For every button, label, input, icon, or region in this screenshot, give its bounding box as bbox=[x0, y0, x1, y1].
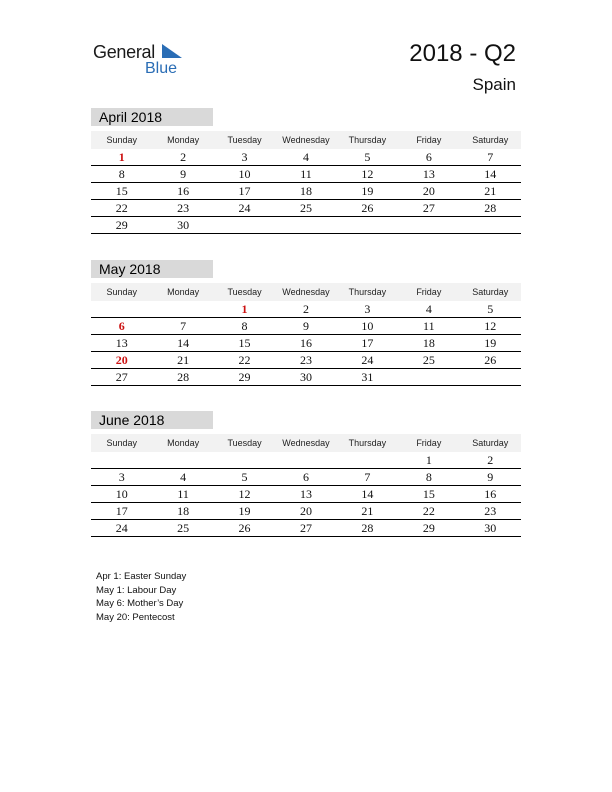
day-cell: 28 bbox=[177, 370, 190, 384]
day-cell: 4 bbox=[180, 470, 187, 484]
week-row bbox=[91, 149, 521, 166]
weekday-label: Friday bbox=[416, 438, 442, 448]
day-cell-holiday: 20 bbox=[115, 353, 128, 367]
day-cell: 22 bbox=[422, 504, 435, 518]
day-cell: 20 bbox=[422, 184, 435, 198]
holiday-notes bbox=[96, 570, 186, 624]
day-cell bbox=[337, 217, 398, 233]
weekday-label: Saturday bbox=[472, 438, 509, 448]
weekday-label: Tuesday bbox=[227, 438, 262, 448]
weekday-header-row bbox=[91, 434, 521, 452]
day-cell: 11 bbox=[300, 167, 312, 181]
day-cell: 29 bbox=[422, 521, 435, 535]
weekday-label: Friday bbox=[416, 135, 442, 145]
page-country: Spain bbox=[472, 75, 516, 94]
day-cell bbox=[91, 452, 152, 468]
day-cell bbox=[398, 217, 459, 233]
day-cell bbox=[275, 217, 336, 233]
weekday-label: Sunday bbox=[106, 135, 137, 145]
day-cell: 30 bbox=[177, 218, 190, 232]
day-cell: 19 bbox=[361, 184, 374, 198]
day-cell: 9 bbox=[487, 470, 494, 484]
day-cell: 13 bbox=[422, 167, 435, 181]
day-cell: 27 bbox=[299, 521, 312, 535]
day-cell: 14 bbox=[177, 336, 190, 350]
day-cell: 15 bbox=[422, 487, 435, 501]
day-cell: 21 bbox=[177, 353, 190, 367]
day-cell: 2 bbox=[302, 302, 309, 316]
day-cell bbox=[214, 452, 275, 468]
page-title: 2018 - Q2 bbox=[409, 40, 516, 67]
day-cell: 10 bbox=[238, 167, 251, 181]
day-cell: 19 bbox=[238, 504, 251, 518]
day-cell: 29 bbox=[238, 370, 251, 384]
weekday-label: Monday bbox=[167, 287, 200, 297]
weekday-header-row bbox=[91, 283, 521, 301]
holiday-note: May 20: Pentecost bbox=[96, 611, 175, 623]
day-cell: 15 bbox=[238, 336, 251, 350]
week-row bbox=[91, 335, 521, 352]
month-block bbox=[91, 411, 521, 537]
day-cell: 15 bbox=[115, 184, 128, 198]
month-block bbox=[91, 260, 521, 386]
weekday-label: Saturday bbox=[472, 287, 509, 297]
week-row bbox=[91, 200, 521, 217]
day-cell: 16 bbox=[177, 184, 190, 198]
week-row bbox=[91, 301, 521, 318]
day-cell: 26 bbox=[238, 521, 251, 535]
day-cell: 3 bbox=[118, 470, 125, 484]
day-cell: 8 bbox=[425, 470, 432, 484]
week-row bbox=[91, 318, 521, 335]
day-cell: 18 bbox=[422, 336, 435, 350]
day-cell: 23 bbox=[484, 504, 497, 518]
day-cell bbox=[152, 452, 213, 468]
weekday-label: Monday bbox=[167, 135, 200, 145]
day-cell: 10 bbox=[361, 319, 374, 333]
weekday-label: Tuesday bbox=[227, 135, 262, 145]
weekday-label: Wednesday bbox=[282, 438, 330, 448]
day-cell: 3 bbox=[241, 150, 248, 164]
day-cell bbox=[337, 452, 398, 468]
month-block bbox=[91, 108, 521, 234]
day-cell: 6 bbox=[425, 150, 432, 164]
logo-text-general: General bbox=[93, 42, 155, 62]
weekday-label: Monday bbox=[167, 438, 200, 448]
week-row bbox=[91, 217, 521, 234]
day-cell: 4 bbox=[302, 150, 309, 164]
day-cell: 6 bbox=[302, 470, 309, 484]
weekday-label: Sunday bbox=[106, 287, 137, 297]
day-cell: 24 bbox=[115, 521, 128, 535]
day-cell: 22 bbox=[238, 353, 251, 367]
day-cell: 4 bbox=[425, 302, 432, 316]
day-cell: 30 bbox=[484, 521, 497, 535]
weekday-label: Thursday bbox=[348, 438, 387, 448]
day-cell: 18 bbox=[177, 504, 190, 518]
day-cell-holiday: 1 bbox=[118, 150, 125, 164]
day-cell-holiday: 1 bbox=[241, 302, 248, 316]
logo-flag-icon bbox=[160, 44, 182, 60]
day-cell: 5 bbox=[487, 302, 494, 316]
day-cell: 17 bbox=[361, 336, 374, 350]
day-cell: 14 bbox=[484, 167, 497, 181]
day-cell: 9 bbox=[180, 167, 187, 181]
day-cell: 21 bbox=[484, 184, 497, 198]
day-cell: 23 bbox=[177, 201, 190, 215]
day-cell: 14 bbox=[361, 487, 374, 501]
day-cell: 25 bbox=[177, 521, 190, 535]
week-row bbox=[91, 452, 521, 469]
day-cell: 13 bbox=[115, 336, 128, 350]
day-cell: 20 bbox=[299, 504, 312, 518]
day-cell bbox=[460, 369, 521, 385]
day-cell: 27 bbox=[115, 370, 128, 384]
day-cell: 1 bbox=[425, 453, 432, 467]
week-row bbox=[91, 486, 521, 503]
day-cell: 7 bbox=[180, 319, 187, 333]
weekday-label: Sunday bbox=[106, 438, 137, 448]
day-cell: 8 bbox=[241, 319, 248, 333]
day-cell: 29 bbox=[115, 218, 128, 232]
day-cell: 7 bbox=[364, 470, 371, 484]
day-cell: 12 bbox=[484, 319, 497, 333]
day-cell: 31 bbox=[361, 370, 374, 384]
day-cell: 11 bbox=[423, 319, 435, 333]
day-cell: 25 bbox=[422, 353, 435, 367]
day-cell: 12 bbox=[238, 487, 251, 501]
day-cell bbox=[460, 217, 521, 233]
week-row bbox=[91, 166, 521, 183]
holiday-note: Apr 1: Easter Sunday bbox=[96, 571, 187, 582]
day-cell: 16 bbox=[299, 336, 312, 350]
holiday-note: May 1: Labour Day bbox=[96, 584, 177, 596]
day-cell: 5 bbox=[364, 150, 371, 164]
day-cell: 17 bbox=[115, 504, 128, 518]
day-cell: 28 bbox=[484, 201, 497, 215]
week-row bbox=[91, 503, 521, 520]
day-cell: 21 bbox=[361, 504, 374, 518]
day-cell: 28 bbox=[361, 521, 374, 535]
day-cell: 19 bbox=[484, 336, 497, 350]
day-cell-holiday: 6 bbox=[118, 319, 125, 333]
weekday-label: Wednesday bbox=[282, 135, 330, 145]
day-cell bbox=[152, 301, 213, 317]
weekday-label: Tuesday bbox=[227, 287, 262, 297]
day-cell bbox=[398, 369, 459, 385]
day-cell bbox=[214, 217, 275, 233]
day-cell: 2 bbox=[487, 453, 494, 467]
day-cell: 2 bbox=[180, 150, 187, 164]
day-cell: 13 bbox=[299, 487, 312, 501]
week-row bbox=[91, 369, 521, 386]
day-cell: 12 bbox=[361, 167, 374, 181]
day-cell: 5 bbox=[241, 470, 248, 484]
day-cell: 7 bbox=[487, 150, 494, 164]
day-cell: 24 bbox=[361, 353, 374, 367]
day-cell: 16 bbox=[484, 487, 497, 501]
month-title: April 2018 bbox=[91, 108, 213, 126]
day-cell: 30 bbox=[299, 370, 312, 384]
week-row bbox=[91, 352, 521, 369]
holiday-note: May 6: Mother’s Day bbox=[96, 598, 184, 609]
weekday-label: Thursday bbox=[348, 135, 387, 145]
day-cell bbox=[91, 301, 152, 317]
weekday-label: Friday bbox=[416, 287, 442, 297]
day-cell: 23 bbox=[299, 353, 312, 367]
day-cell: 3 bbox=[364, 302, 371, 316]
month-title: June 2018 bbox=[91, 411, 213, 429]
day-cell: 24 bbox=[238, 201, 251, 215]
day-cell bbox=[275, 452, 336, 468]
weekday-label: Thursday bbox=[348, 287, 387, 297]
day-cell: 10 bbox=[115, 487, 128, 501]
day-cell: 18 bbox=[299, 184, 312, 198]
day-cell: 25 bbox=[299, 201, 312, 215]
week-row bbox=[91, 183, 521, 200]
day-cell: 26 bbox=[361, 201, 374, 215]
weekday-label: Saturday bbox=[472, 135, 509, 145]
week-row bbox=[91, 469, 521, 486]
generalblue-logo bbox=[93, 40, 193, 80]
day-cell: 26 bbox=[484, 353, 497, 367]
day-cell: 8 bbox=[118, 167, 125, 181]
weekday-label: Wednesday bbox=[282, 287, 330, 297]
day-cell: 9 bbox=[302, 319, 309, 333]
week-row bbox=[91, 520, 521, 537]
day-cell: 17 bbox=[238, 184, 251, 198]
logo-text-blue: Blue bbox=[145, 60, 178, 77]
month-title: May 2018 bbox=[91, 260, 213, 278]
day-cell: 22 bbox=[115, 201, 128, 215]
weekday-header-row bbox=[91, 131, 521, 149]
day-cell: 11 bbox=[177, 487, 189, 501]
day-cell: 27 bbox=[422, 201, 435, 215]
